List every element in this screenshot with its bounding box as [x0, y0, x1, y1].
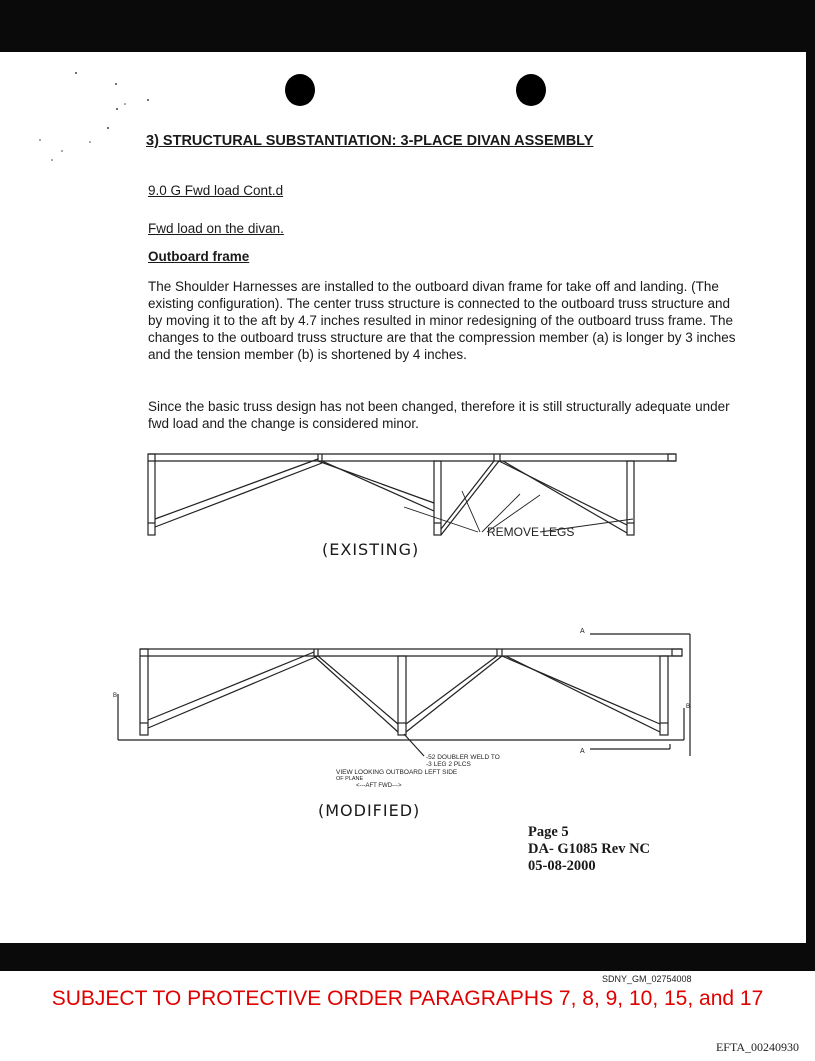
section-title-outboard-frame: Outboard frame — [148, 249, 250, 264]
scan-bottom-border — [0, 943, 815, 971]
bates-number: SDNY_GM_02754008 — [602, 974, 692, 984]
view-note-line-2: OF PLANE — [336, 776, 364, 782]
view-note-line-1: VIEW LOOKING OUTBOARD LEFT SIDE — [336, 769, 458, 776]
view-note-line-3: <---AFT FWD---> — [356, 783, 402, 789]
doubler-note-line-1: -52 DOUBLER WELD TO — [426, 754, 500, 761]
section-marker-b-right: B — [686, 704, 691, 710]
protective-order-notice: SUBJECT TO PROTECTIVE ORDER PARAGRAPHS 7, 8, 9, 10, 15, and 17 — [51, 987, 764, 1010]
paragraph-truss-design: Since the basic truss design has not been changed, therefore it is still structurally adequate under fwd load and the change is considered minor. — [148, 399, 730, 431]
section-marker-b-left: B — [113, 693, 118, 699]
subheading-fwd-load-divan: Fwd load on the divan. — [148, 221, 284, 236]
modified-caption: (MODIFIED) — [318, 801, 421, 820]
doubler-note-line-2: -3 LEG 2 PLCS — [426, 761, 471, 768]
page-heading: 3) STRUCTURAL SUBSTANTIATION: 3-PLACE DIVAN ASSEMBLY — [146, 133, 594, 149]
modified-truss-drawing — [0, 620, 815, 790]
existing-caption: (EXISTING) — [322, 540, 420, 559]
section-marker-a-top: A — [580, 628, 585, 635]
remove-legs-callout: REMOVE LEGS — [487, 525, 575, 539]
page-info-block — [528, 824, 650, 875]
scan-specks — [0, 0, 815, 200]
document-number: DA- G1085 Rev NC — [528, 841, 651, 857]
document-date: 05-08-2000 — [528, 858, 596, 874]
subheading-fwd-load-contd: 9.0 G Fwd load Cont.d — [148, 183, 284, 198]
section-marker-a-bottom: A — [580, 748, 585, 755]
paragraph-shoulder-harnesses: The Shoulder Harnesses are installed to the outboard divan frame for take off and landing. (The existing configuration). The center truss structure is connected to the outboard truss structure and by moving it to the aft by 4.7 inches resulted in minor redesigning of the outboard truss frame. The changes to the outboard truss structure are that the compression member (a) is longer by 3 inches and the tension member (b) is shortened by 4 inches. — [148, 279, 736, 362]
page-number: Page 5 — [528, 824, 569, 840]
efta-number: EFTA_00240930 — [715, 1040, 799, 1054]
